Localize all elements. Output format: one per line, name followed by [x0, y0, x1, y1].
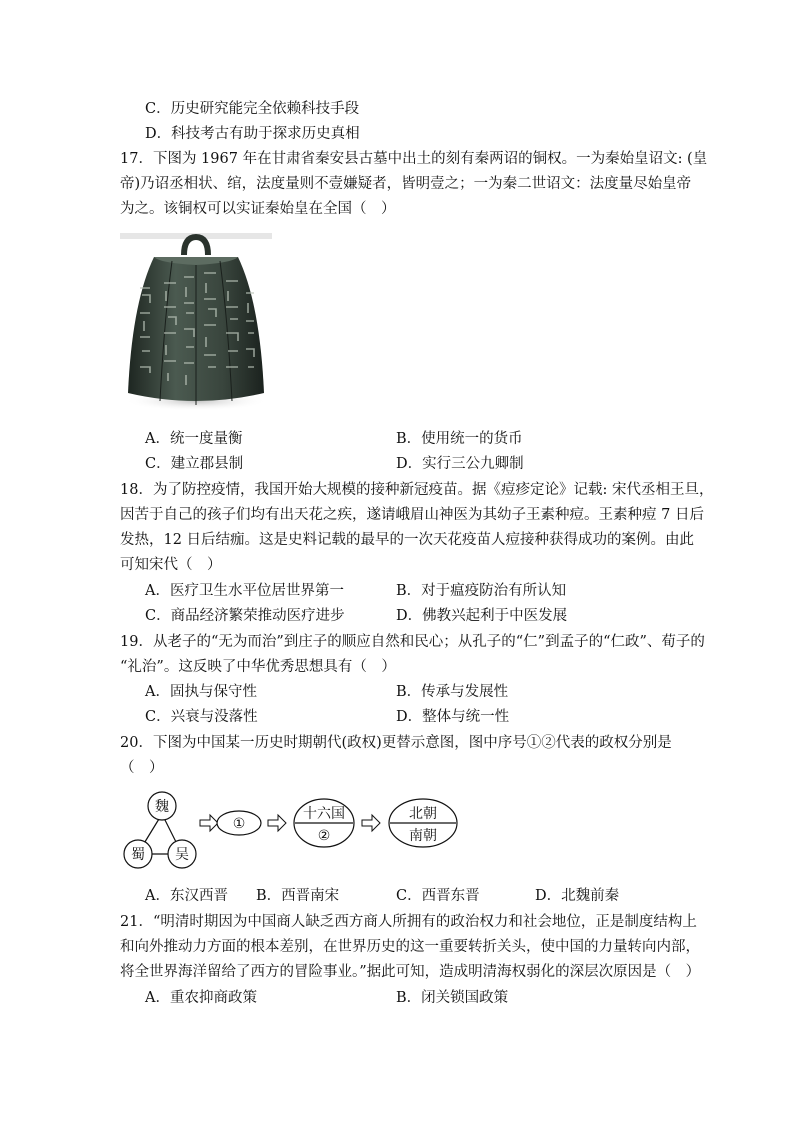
regime-2-label: ②	[317, 828, 331, 844]
option-19-c: C．兴衰与没落性	[145, 709, 258, 725]
arrow-3	[362, 815, 380, 831]
question-17-line-2: 帝)乃诏丞相状、绾，法度量则不壹嫌疑者，皆明壹之；一为秦二世诏文：法度量尽始皇帝	[120, 176, 692, 192]
option-18-b: B．对于瘟疫防治有所认知	[396, 583, 567, 599]
question-18-line-4: 可知宋代（ ）	[120, 557, 222, 573]
question-21-line-3: 将全世界海洋留给了西方的冒险事业。”据此可知，造成明清海权弱化的深层次原因是（ ）	[120, 964, 701, 980]
dynasty-succession-diagram	[118, 790, 468, 872]
question-18-line-3: 发热，12 日后结痂。这是史料记载的最早的一次天花疫苗人痘接种获得成功的案例。由此	[120, 532, 695, 548]
sixteen-kingdoms-label: 十六国	[303, 806, 345, 822]
question-20-line-2: （ ）	[120, 760, 164, 776]
shu-label: 蜀	[131, 847, 145, 863]
wu-label: 吴	[175, 847, 189, 863]
northern-dynasties-label: 北朝	[409, 806, 437, 822]
three-kingdoms-group	[124, 792, 196, 868]
question-18-line-2: 因苦于自己的孩子们均有出天花之疾，遂请峨眉山神医为其幼子王素种痘。王素种痘 7 日后	[120, 507, 704, 523]
bronze-weight-image	[120, 233, 272, 413]
arrow-2	[268, 815, 286, 831]
arrow-1	[200, 815, 218, 831]
option-19-b: B．传承与发展性	[396, 684, 509, 700]
regime-1-label: ①	[232, 816, 246, 832]
option-17-b: B．使用统一的货币	[396, 431, 523, 447]
option-prev-d: D．科技考古有助于探求历史真相	[145, 126, 360, 142]
question-18-line-1: 18．为了防控疫情，我国开始大规模的接种新冠疫苗。据《痘疹定论》记载: 宋代丞相王旦，	[120, 482, 714, 498]
option-21-b: B．闭关锁国政策	[396, 990, 509, 1006]
option-18-d: D．佛教兴起利于中医发展	[396, 608, 568, 624]
option-prev-c: C．历史研究能完全依赖科技手段	[145, 101, 360, 117]
option-17-d: D．实行三公九卿制	[396, 456, 524, 472]
option-17-a: A．统一度量衡	[145, 431, 243, 447]
option-18-a: A．医疗卫生水平位居世界第一	[145, 583, 344, 599]
question-17-line-3: 为之。该铜权可以实证秦始皇在全国（ ）	[120, 201, 396, 217]
question-17-line-1: 17．下图为 1967 年在甘肃省秦安县古墓中出土的刻有秦两诏的铜权。一为秦始皇诏文: (皇	[120, 151, 708, 167]
option-19-d: D．整体与统一性	[396, 709, 510, 725]
southern-dynasties-label: 南朝	[409, 828, 437, 844]
option-19-a: A．固执与保守性	[145, 684, 257, 700]
option-21-a: A．重农抑商政策	[145, 990, 257, 1006]
question-20-line-1: 20．下图为中国某一历史时期朝代(政权)更替示意图，图中序号①②代表的政权分别是	[120, 735, 672, 751]
question-21-line-1: 21．“明清时期因为中国商人缺乏西方商人所拥有的政治权力和社会地位，正是制度结构上	[120, 914, 697, 930]
option-20-b: B．西晋南宋	[256, 888, 340, 904]
option-20-c: C．西晋东晋	[396, 888, 480, 904]
wei-label: 魏	[155, 799, 169, 815]
question-19-line-2: “礼治”。这反映了中华优秀思想具有（ ）	[120, 659, 396, 675]
option-20-a: A．东汉西晋	[145, 888, 228, 904]
question-21-line-2: 和向外推动力方面的根本差别，在世界历史的这一重要转折关头，使中国的力量转向内部，	[120, 939, 700, 955]
option-17-c: C．建立郡县制	[145, 456, 244, 472]
option-18-c: C．商品经济繁荣推动医疗进步	[145, 608, 345, 624]
question-19-line-1: 19．从老子的“无为而治”到庄子的顺应自然和民心；从孔子的“仁”到孟子的“仁政”、荀子的	[120, 634, 705, 650]
option-20-d: D．北魏前秦	[535, 888, 620, 904]
